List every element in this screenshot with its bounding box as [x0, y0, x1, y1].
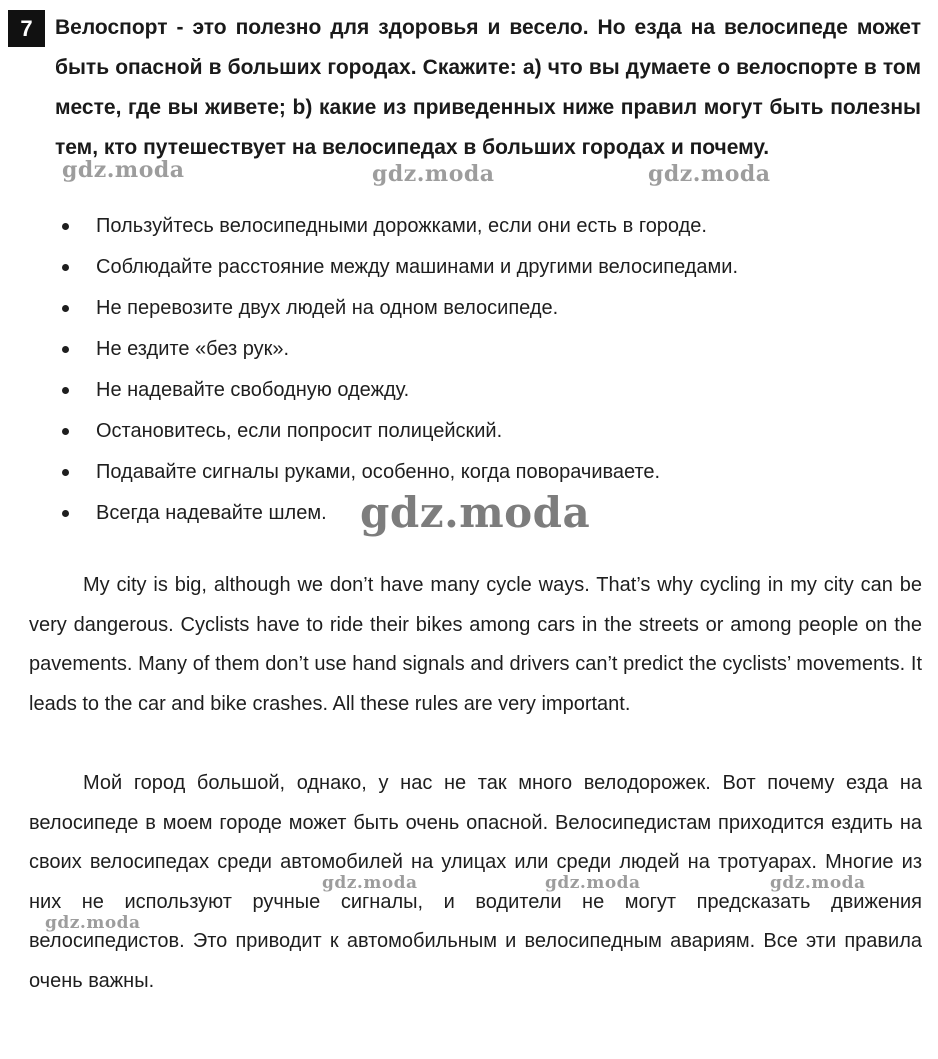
rule-text: Пользуйтесь велосипедными дорожками, если они есть в городе. [96, 215, 707, 237]
rule-text: Соблюдайте расстояние между машинами и другими велосипедами. [96, 256, 739, 278]
watermark: gdz.moda [545, 873, 641, 893]
watermark: gdz.moda [62, 157, 185, 183]
rule-text: Всегда надевайте шлем. [96, 502, 327, 524]
bullet-icon [62, 428, 69, 435]
watermark: gdz.moda [360, 488, 591, 537]
watermark: gdz.moda [322, 873, 418, 893]
list-item [60, 329, 920, 370]
bullet-icon [62, 264, 69, 271]
watermark: gdz.moda [45, 913, 141, 933]
list-item [60, 247, 920, 288]
bullet-icon [62, 469, 69, 476]
list-item [60, 411, 920, 452]
list-item [60, 288, 920, 329]
rule-text: Подавайте сигналы руками, особенно, когда поворачиваете. [96, 461, 661, 483]
rule-text: Не перевозите двух людей на одном велосипеде. [96, 297, 559, 319]
watermark: gdz.moda [372, 161, 495, 187]
bullet-icon [62, 305, 69, 312]
bullet-icon [62, 223, 69, 230]
bullet-icon [62, 346, 69, 353]
bullet-icon [62, 387, 69, 394]
rule-text: Не ездите «без рук». [96, 338, 290, 360]
list-item [60, 452, 920, 493]
answer-english: My city is big, although we don’t have many cycle ways. That’s why cycling in my city can be very dangerous. Cyclists have to ride their bikes among cars in the streets or among people on the pavements. Many of them don’t use hand signals and drivers can’t predict the cyclists’ movements. It leads to the car and bike crashes. All these rules are very important. [29, 574, 922, 715]
rule-text: Не надевайте свободную одежду. [96, 379, 410, 401]
watermark: gdz.moda [770, 873, 866, 893]
rule-text: Остановитесь, если попросит полицейский. [96, 420, 503, 442]
list-item [60, 370, 920, 411]
watermark: gdz.moda [648, 161, 771, 187]
task-number-badge: 7 [8, 10, 45, 47]
list-item [60, 206, 920, 247]
rules-list [60, 206, 920, 534]
bullet-icon [62, 510, 69, 517]
task-instruction: Велоспорт - это полезно для здоровья и весело. Но езда на велосипеде может быть опасной в больших городах. Скажите: a) что вы думаете о велоспорте в том месте, где вы живете; b) какие из приведенных ниже правил могут быть полезны тем, кто путешествует на велосипедах в больших городах и почему. [55, 16, 921, 159]
answer-russian: Мой город большой, однако, у нас не так много велодорожек. Вот почему езда на велосипеде в моем городе может быть очень опасной. Велосипедистам приходится ездить на своих велосипедах среди автомобилей на улицах или среди людей на тротуарах. Многие из них не используют ручные сигналы, и водители не могут предсказать движения велосипедистов. Это приводит к автомобильным и велосипедным авариям. Все эти правила очень важны. [29, 772, 922, 992]
